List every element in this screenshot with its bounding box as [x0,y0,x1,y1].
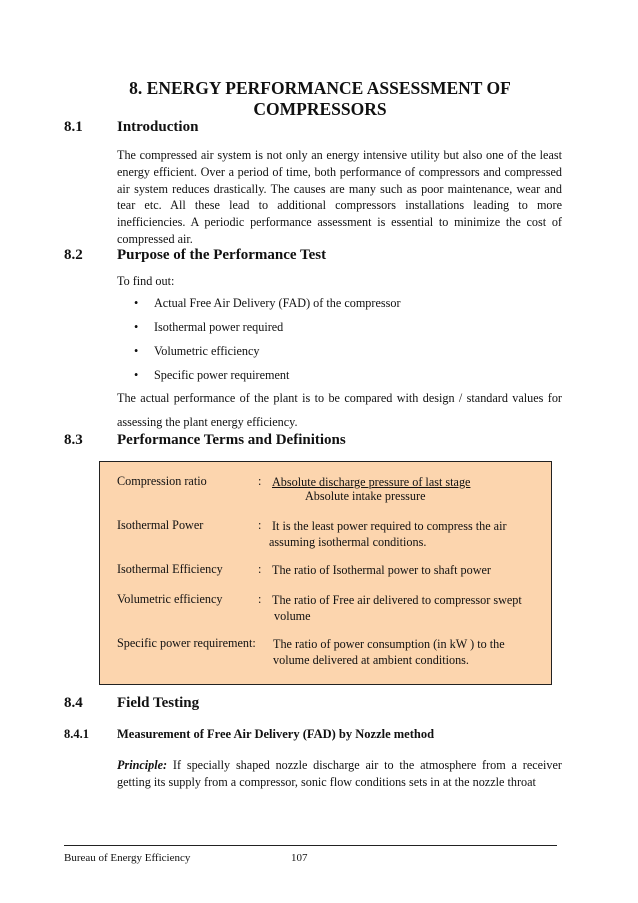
subsection-8-4-1-number: 8.4.1 [64,727,89,741]
term-definition-cont: volume delivered at ambient conditions. [273,653,469,667]
chapter-title [60,78,580,120]
footer-publisher: Bureau of Energy Efficiency [64,852,191,864]
principle-text: If specially shaped nozzle discharge air to the atmosphere from a receiver getting its supply from a compressor, sonic flow conditions sets in at the nozzle throat [117,758,562,789]
term-label: Compression ratio [117,474,207,488]
term-definition-numerator: Absolute discharge pressure of last stage [272,475,471,489]
bullet-item: Specific power requirement [154,368,290,382]
bullet-icon: • [134,368,139,382]
section-8-3-number: 8.3 [64,432,83,448]
term-colon: : [258,592,262,606]
section-8-1-number: 8.1 [64,119,83,135]
term-colon: : [258,562,262,576]
term-label: Isothermal Power [117,518,204,532]
term-definition-cont: volume [274,609,311,623]
section-8-2-title: Purpose of the Performance Test [117,247,327,263]
bullet-icon: • [134,296,139,310]
chapter-title-line2: COMPRESSORS [253,99,387,119]
page-number: 107 [291,852,308,864]
bullet-item: Isothermal power required [154,320,284,334]
section-8-2-number: 8.2 [64,247,83,263]
principle-label: Principle: [117,758,168,772]
term-definition: The ratio of Isothermal power to shaft power [272,563,491,577]
term-definition: It is the least power required to compress the air [272,519,507,533]
footer-divider [64,845,557,846]
bullet-icon: • [134,320,139,334]
section-8-1-paragraph: The compressed air system is not only an energy intensive utility but also one of the least energy efficient. Over a period of time, both performance of compressors and compressed air system reduces drastically. The causes are many such as poor maintenance, wear and tear etc. All these lead to additional compressors installations leading to more inefficiencies. A periodic performance assessment is essential to minimize the cost of compressed air. [117,148,562,246]
term-label: Volumetric efficiency [117,592,223,606]
bullet-icon: • [134,344,139,358]
section-8-1-title: Introduction [117,119,199,135]
section-8-4-number: 8.4 [64,695,83,711]
section-8-4-title: Field Testing [117,695,200,711]
subsection-8-4-1-title: Measurement of Free Air Delivery (FAD) by Nozzle method [117,727,435,741]
term-definition: The ratio of power consumption (in kW ) to the [273,637,505,651]
term-definition-cont: assuming isothermal conditions. [269,535,427,549]
section-8-3-title: Performance Terms and Definitions [117,432,346,448]
bullet-item: Actual Free Air Delivery (FAD) of the compressor [154,296,401,310]
section-8-2-intro: To find out: [117,274,175,288]
term-label: Isothermal Efficiency [117,562,223,576]
bullet-item: Volumetric efficiency [154,344,260,358]
term-definition-denominator: Absolute intake pressure [305,489,426,503]
section-8-2-closing: The actual performance of the plant is to be compared with design / standard values for assessing the plant energy efficiency. [117,391,562,429]
chapter-title-line1: 8. ENERGY PERFORMANCE ASSESSMENT OF [129,78,511,98]
term-definition: The ratio of Free air delivered to compressor swept [272,593,522,607]
term-colon: : [258,474,262,488]
principle-paragraph [117,757,562,791]
term-label: Specific power requirement: [117,636,256,650]
term-colon: : [258,518,262,532]
